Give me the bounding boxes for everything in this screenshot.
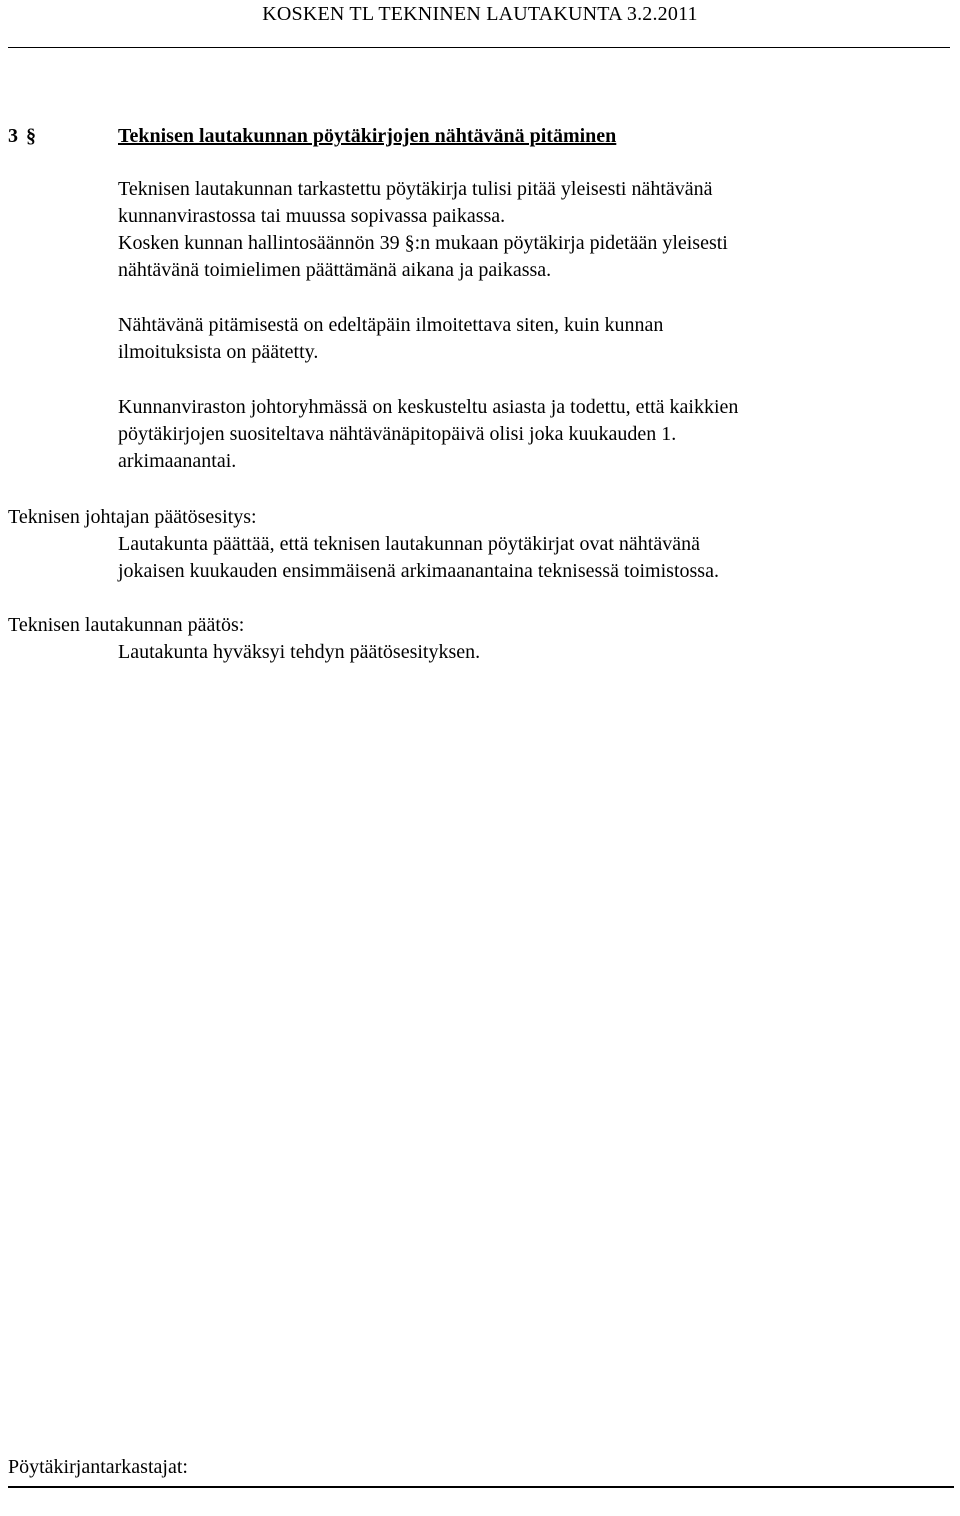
text-line: pöytäkirjojen suositeltava nähtävänäpitopäivä olisi joka kuukauden 1. (118, 423, 677, 445)
text-line: Nähtävänä pitämisestä on edeltäpäin ilmoitettava siten, kuin kunnan (118, 314, 664, 336)
body-paragraph-1 (118, 176, 938, 284)
section-number: 3 (8, 125, 18, 147)
section-title: Teknisen lautakunnan pöytäkirjojen nähtävänä pitäminen (118, 125, 617, 147)
document-header-title: KOSKEN TL TEKNINEN LAUTAKUNTA 3.2.2011 (262, 3, 698, 25)
decision-text (118, 639, 938, 666)
footer-divider (8, 1486, 954, 1488)
text-line: ilmoituksista on päätetty. (118, 341, 319, 363)
text-line: Kunnanviraston johtoryhmässä on keskusteltu asiasta ja todettu, että kaikkien (118, 396, 739, 418)
proposal-text (118, 531, 938, 585)
text-line: Lautakunta hyväksyi tehdyn päätösesityksen. (118, 641, 481, 663)
body-paragraph-3 (118, 394, 938, 475)
text-line: kunnanvirastossa tai muussa sopivassa paikassa. (118, 205, 506, 227)
text-line: Lautakunta päättää, että teknisen lautakunnan pöytäkirjat ovat nähtävänä (118, 533, 700, 555)
proposal-label: Teknisen johtajan päätösesitys: (8, 506, 257, 528)
text-line: Teknisen lautakunnan tarkastettu pöytäkirja tulisi pitää yleisesti nähtävänä (118, 178, 713, 200)
text-line: Kosken kunnan hallintosäännön 39 §:n mukaan pöytäkirja pidetään yleisesti (118, 232, 728, 254)
header-divider (8, 47, 950, 48)
section-heading (8, 122, 616, 150)
decision-label: Teknisen lautakunnan päätös: (8, 614, 245, 636)
body-paragraph-2 (118, 312, 938, 366)
footer-label: Pöytäkirjantarkastajat: (8, 1456, 188, 1478)
paragraph-sign: § (26, 125, 36, 147)
text-line: jokaisen kuukauden ensimmäisenä arkimaanantaina teknisessä toimistossa. (118, 560, 719, 582)
text-line: arkimaanantai. (118, 450, 237, 472)
text-line: nähtävänä toimielimen päättämänä aikana ja paikassa. (118, 259, 552, 281)
